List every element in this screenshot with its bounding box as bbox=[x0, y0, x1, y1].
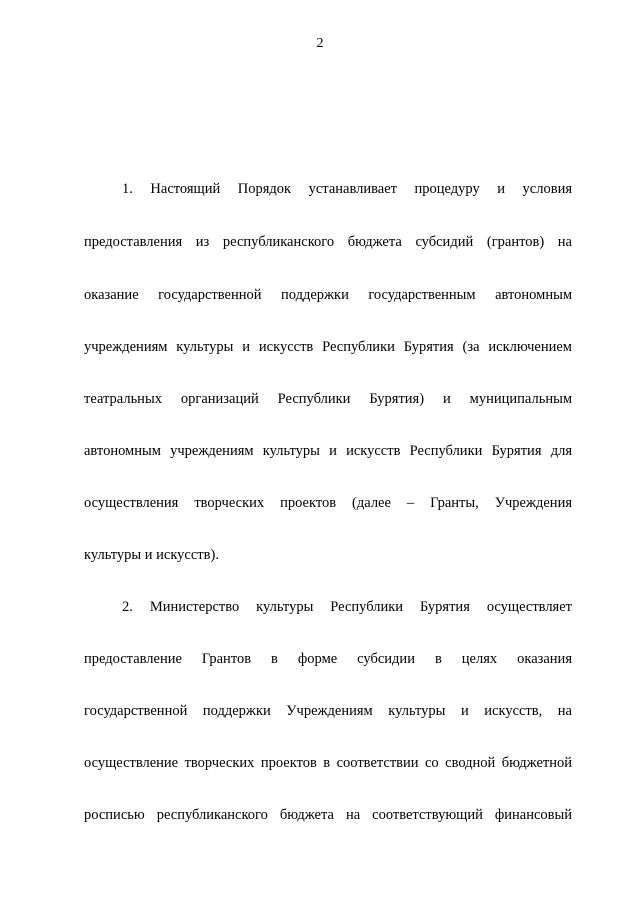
page-number: 2 bbox=[316, 36, 324, 51]
paragraph-1-line-7: осуществления творческих проектов (далее – Гранты, Учреждения bbox=[84, 495, 572, 511]
paragraph-2-line-1: 2. Министерство культуры Республики Бурятия осуществляет bbox=[122, 599, 572, 615]
paragraph-1-line-6: автономным учреждениям культуры и искусств Республики Бурятия для bbox=[84, 443, 572, 459]
paragraph-1-line-4: учреждениям культуры и искусств Республики Бурятия (за исключением bbox=[84, 339, 572, 355]
paragraph-1-line-5: театральных организаций Республики Бурятия) и муниципальным bbox=[84, 391, 572, 407]
paragraph-2-line-4: осуществление творческих проектов в соответствии со сводной бюджетной bbox=[84, 755, 572, 771]
paragraph-1-line-3: оказание государственной поддержки государственным автономным bbox=[84, 287, 572, 303]
paragraph-2-line-2: предоставление Грантов в форме субсидии в целях оказания bbox=[84, 651, 572, 667]
paragraph-1-line-8: культуры и искусств). bbox=[84, 547, 219, 563]
paragraph-1-line-2: предоставления из республиканского бюджета субсидий (грантов) на bbox=[84, 234, 572, 250]
paragraph-1-line-1: 1. Настоящий Порядок устанавливает процедуру и условия bbox=[122, 181, 572, 197]
paragraph-2-line-5: росписью республиканского бюджета на соответствующий финансовый bbox=[84, 807, 572, 823]
paragraph-2-line-3: государственной поддержки Учреждениям культуры и искусств, на bbox=[84, 703, 572, 719]
